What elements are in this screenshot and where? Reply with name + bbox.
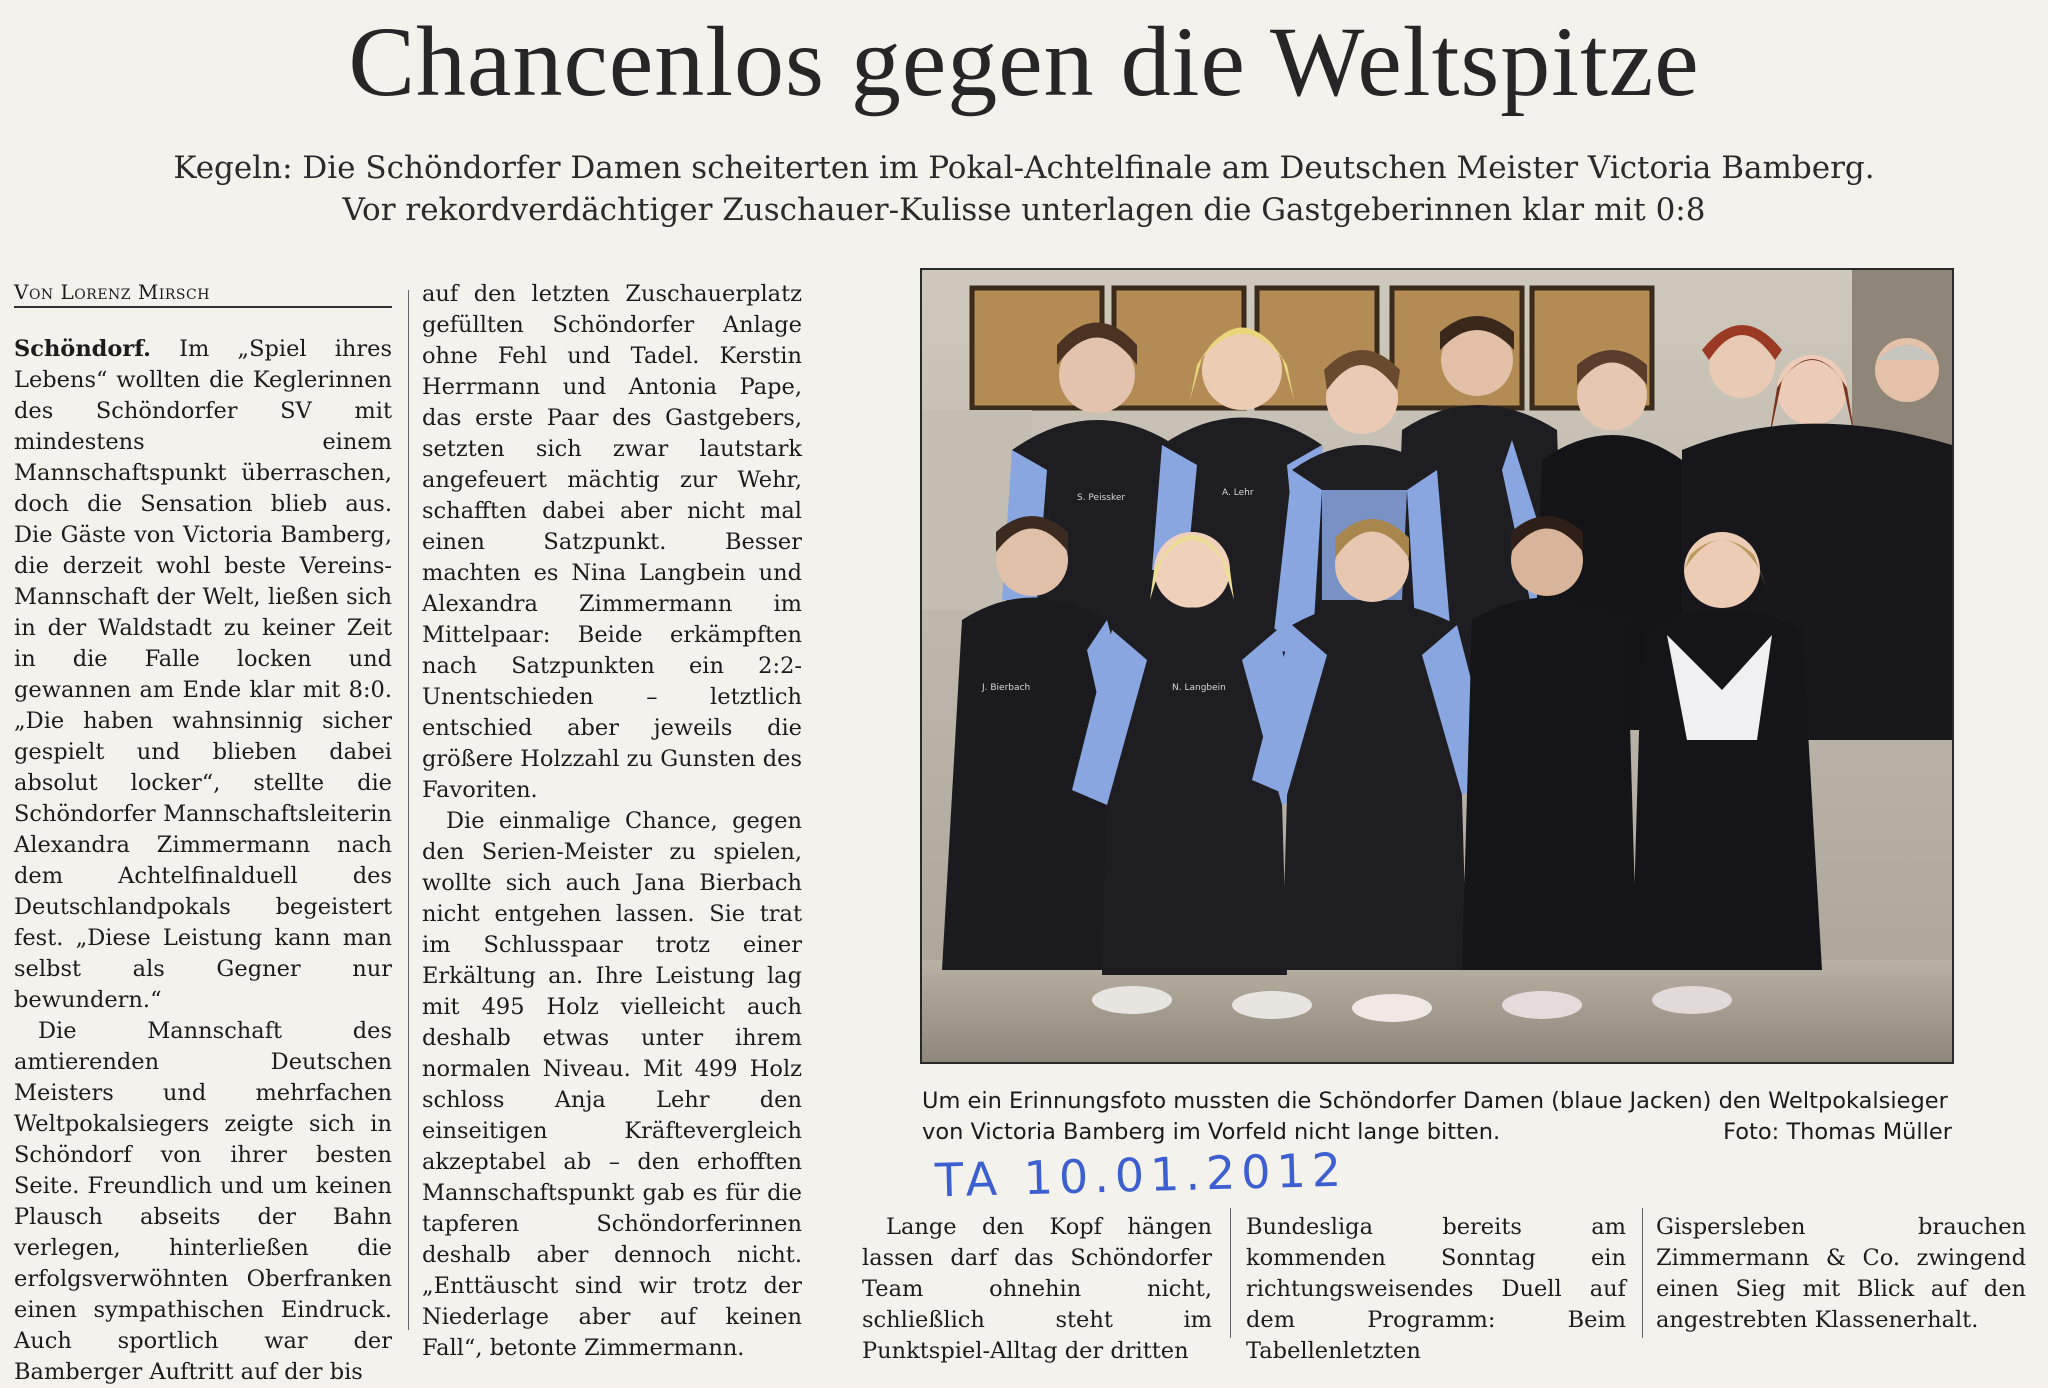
paragraph bbox=[14, 334, 392, 1016]
headline: Chancenlos gegen die Weltspitze bbox=[348, 6, 1700, 117]
paragraph: Die einmalige Chance, gegen den Serien-Meister zu spielen, wollte sich auch Jana Bierbach nicht entgehen lassen. Sie trat im Schlusspaar trotz einer Erkältung an. Ihre Leistung lag mit 495 Holz vielleicht auch deshalb etwas unter ihrem normalen Niveau. Mit 499 Holz schloss Anja Lehr den einseitigen Kräftevergleich akzeptabel ab – den erhofften Mannschaftspunkt gab es für die tapferen Schöndorferinnen deshalb aber dennoch nicht. „Enttäuscht sind wir trotz der Niederlage aber auf keinen Fall“, betonte Zimmermann. bbox=[422, 808, 802, 1361]
photo-credit: Foto: Thomas Müller bbox=[1723, 1119, 1952, 1145]
date-stamp: TA 10.01.2012 bbox=[934, 1142, 1348, 1208]
jacket-name-1: S. Peissker bbox=[1077, 493, 1126, 503]
article-column-5 bbox=[1656, 1212, 2026, 1336]
article-column-2 bbox=[422, 279, 802, 1364]
jacket-name-4: N. Langbein bbox=[1172, 683, 1226, 693]
dateline: Schöndorf. bbox=[14, 336, 151, 362]
subheadline-line-2: Vor rekordverdächtiger Zuschauer-Kulisse unterlagen die Gastgeberinnen klar mit 0:8 bbox=[342, 192, 1706, 228]
byline: Von Lorenz Mirsch bbox=[14, 280, 392, 308]
team-photo bbox=[920, 268, 1954, 1064]
column-rule bbox=[1642, 1208, 1643, 1338]
paragraph: Gispersleben brauchen Zimmermann & Co. zwingend einen Sieg mit Blick auf den angestrebten Klassenerhalt. bbox=[1656, 1214, 2026, 1333]
article-column-1 bbox=[14, 334, 392, 1388]
column-rule bbox=[408, 290, 409, 1330]
paragraph: auf den letzten Zuschauerplatz gefüllten Schöndorfer Anlage ohne Fehl und Tadel. Kerstin Herrmann und Antonia Pape, das erste Paar des Gastgebers, setzten sich zwar lautstark angefeuert mächtig zur Wehr, schafften dabei aber nicht mal einen Satzpunkt. Besser machten es Nina Langbein und Alexandra Zimmermann im Mittelpaar: Beide erkämpften nach Satzpunkten ein 2:2-Unentschieden – letztlich entschied aber jeweils die größere Holzzahl zu Gunsten des Favoriten. bbox=[422, 281, 802, 803]
photo-caption bbox=[922, 1086, 1952, 1148]
article-column-4 bbox=[1246, 1212, 1626, 1367]
paragraph: Lange den Kopf hängen lassen darf das Schöndorfer Team ohnehin nicht, schließlich steht im Punktspiel-Alltag der dritten bbox=[862, 1214, 1212, 1364]
column-rule bbox=[1230, 1208, 1231, 1338]
jacket-name-3: J. Bierbach bbox=[982, 683, 1031, 693]
paragraph: Die Mannschaft des amtierenden Deutschen Meisters und mehrfachen Weltpokalsiegers zeigte sich in Schöndorf von ihrer besten Seite. Freundlich und um keinen Plausch abseits der Bahn verlegen, hinterließen die erfolgsverwöhnten Oberfranken einen sympathischen Eindruck. Auch sportlich war der Bamberger Auftritt auf der bis bbox=[14, 1018, 392, 1385]
subheadline-line-1: Kegeln: Die Schöndorfer Damen scheiterten im Pokal-Achtelfinale am Deutschen Meister Victoria Bamberg. bbox=[173, 150, 1875, 186]
jacket-name-2: A. Lehr bbox=[1222, 488, 1254, 498]
paragraph: Bundesliga bereits am kommenden Sonntag ein richtungsweisendes Duell auf dem Programm: Beim Tabellenletzten bbox=[1246, 1214, 1626, 1364]
caption-text: Um ein Erinnungsfoto mussten die Schöndorfer Damen (blaue Jacken) den Weltpokalsieger von Victoria Bamberg im Vorfeld nicht lange bitten. bbox=[922, 1088, 1948, 1145]
article-column-3 bbox=[862, 1212, 1212, 1367]
team-photo-illustration bbox=[922, 270, 1952, 1062]
paragraph-text: Im „Spiel ihres Lebens“ wollten die Keglerinnen des Schöndorfer SV mit mindestens einem Mannschaftspunkt überraschen, doch die Sensation blieb aus. Die Gäste von Victoria Bamberg, die derzeit wohl beste Vereins-Mannschaft der Welt, ließen sich in der Waldstadt zu keiner Zeit in die Falle locken und gewannen am Ende klar mit 8:0. „Die haben wahnsinnig sicher gespielt und blieben dabei absolut locker“, stellte die Schöndorfer Mannschaftsleiterin Alexandra Zimmermann nach dem Achtelfinalduell des Deutschlandpokals begeistert fest. „Diese Leistung kann man selbst als Gegner nur bewundern.“ bbox=[14, 336, 392, 1013]
